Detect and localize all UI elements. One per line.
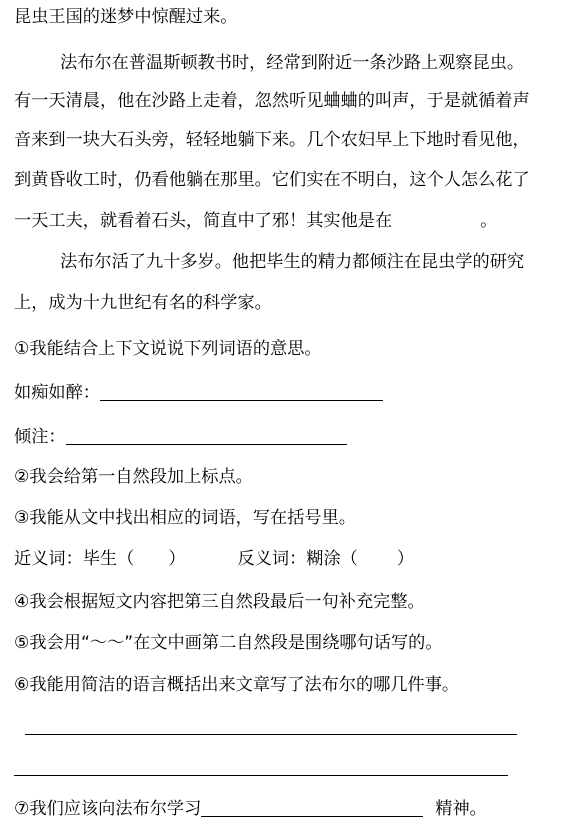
passage-line <box>14 291 272 315</box>
question-3 <box>14 506 356 530</box>
passage-text: 有一天清晨，他在沙路上走着，忽然听见蛐蛐的叫声，于是就循着声 <box>14 91 530 111</box>
question-1-item <box>14 380 383 405</box>
synonym-label: 近义词：毕生（ <box>14 549 135 569</box>
synonym-close: ） <box>168 549 186 569</box>
question-7 <box>14 796 487 821</box>
antonym-label: 反义词：糊涂（ <box>237 549 358 569</box>
item-label: 如痴如醉： <box>14 383 100 403</box>
passage-text: 上，成为十九世纪有名的科学家。 <box>14 293 272 313</box>
question-3-items <box>14 547 414 571</box>
question-text: ③我能从文中找出相应的词语，写在括号里。 <box>14 508 356 528</box>
question-6 <box>14 673 459 697</box>
passage-text: 。 <box>480 211 498 231</box>
question-text: ①我能结合上下文说说下列词语的意思。 <box>14 339 322 359</box>
question-text: ④我会根据短文内容把第三自然段最后一句补充完整。 <box>14 592 425 612</box>
answer-line[interactable] <box>25 734 517 735</box>
passage-line <box>14 5 237 29</box>
passage-line <box>60 51 524 75</box>
question-text: ⑦我们应该向法布尔学习 <box>14 799 202 819</box>
question-text: ⑤我会用“～～”在文中画第二自然段是围绕哪句话写的。 <box>14 633 443 653</box>
passage-text: 昆虫王国的迷梦中惊醒过来。 <box>14 7 238 27</box>
passage-line <box>14 168 530 192</box>
answer-line[interactable] <box>100 380 383 398</box>
antonym-close: ） <box>396 549 415 569</box>
passage-text: 到黄昏收工时，仍看他躺在那里。它们实在不明白，这个人怎么花了 <box>14 170 530 190</box>
passage-text: 法布尔活了九十多岁。他把毕生的精力都倾注在昆虫学的研究 <box>60 252 525 272</box>
question-text: ⑥我能用简洁的语言概括出来文章写了法布尔的哪几件事。 <box>14 675 460 695</box>
question-1 <box>14 337 322 361</box>
passage-text: 法布尔在普温斯顿教书时，经常到附近一条沙路上观察昆虫。 <box>60 53 525 73</box>
passage-text: 音来到一块大石头旁，轻轻地躺下来。几个农妇早上下地时看见他， <box>14 130 530 150</box>
question-text: 精神。 <box>435 799 487 819</box>
answer-line[interactable] <box>66 424 347 442</box>
answer-line[interactable] <box>201 796 423 814</box>
answer-line[interactable] <box>14 775 508 776</box>
question-2 <box>14 465 253 489</box>
passage-text: 一天工夫，就看着石头，简直中了邪！其实他是在 <box>14 211 393 231</box>
item-label: 倾注： <box>14 427 66 447</box>
passage-line <box>14 89 530 113</box>
passage-line <box>60 250 524 274</box>
question-4 <box>14 590 425 614</box>
question-5 <box>14 631 443 655</box>
question-1-item <box>14 424 347 449</box>
passage-line <box>14 209 497 233</box>
question-text: ②我会给第一自然段加上标点。 <box>14 467 253 487</box>
passage-line <box>14 128 530 152</box>
